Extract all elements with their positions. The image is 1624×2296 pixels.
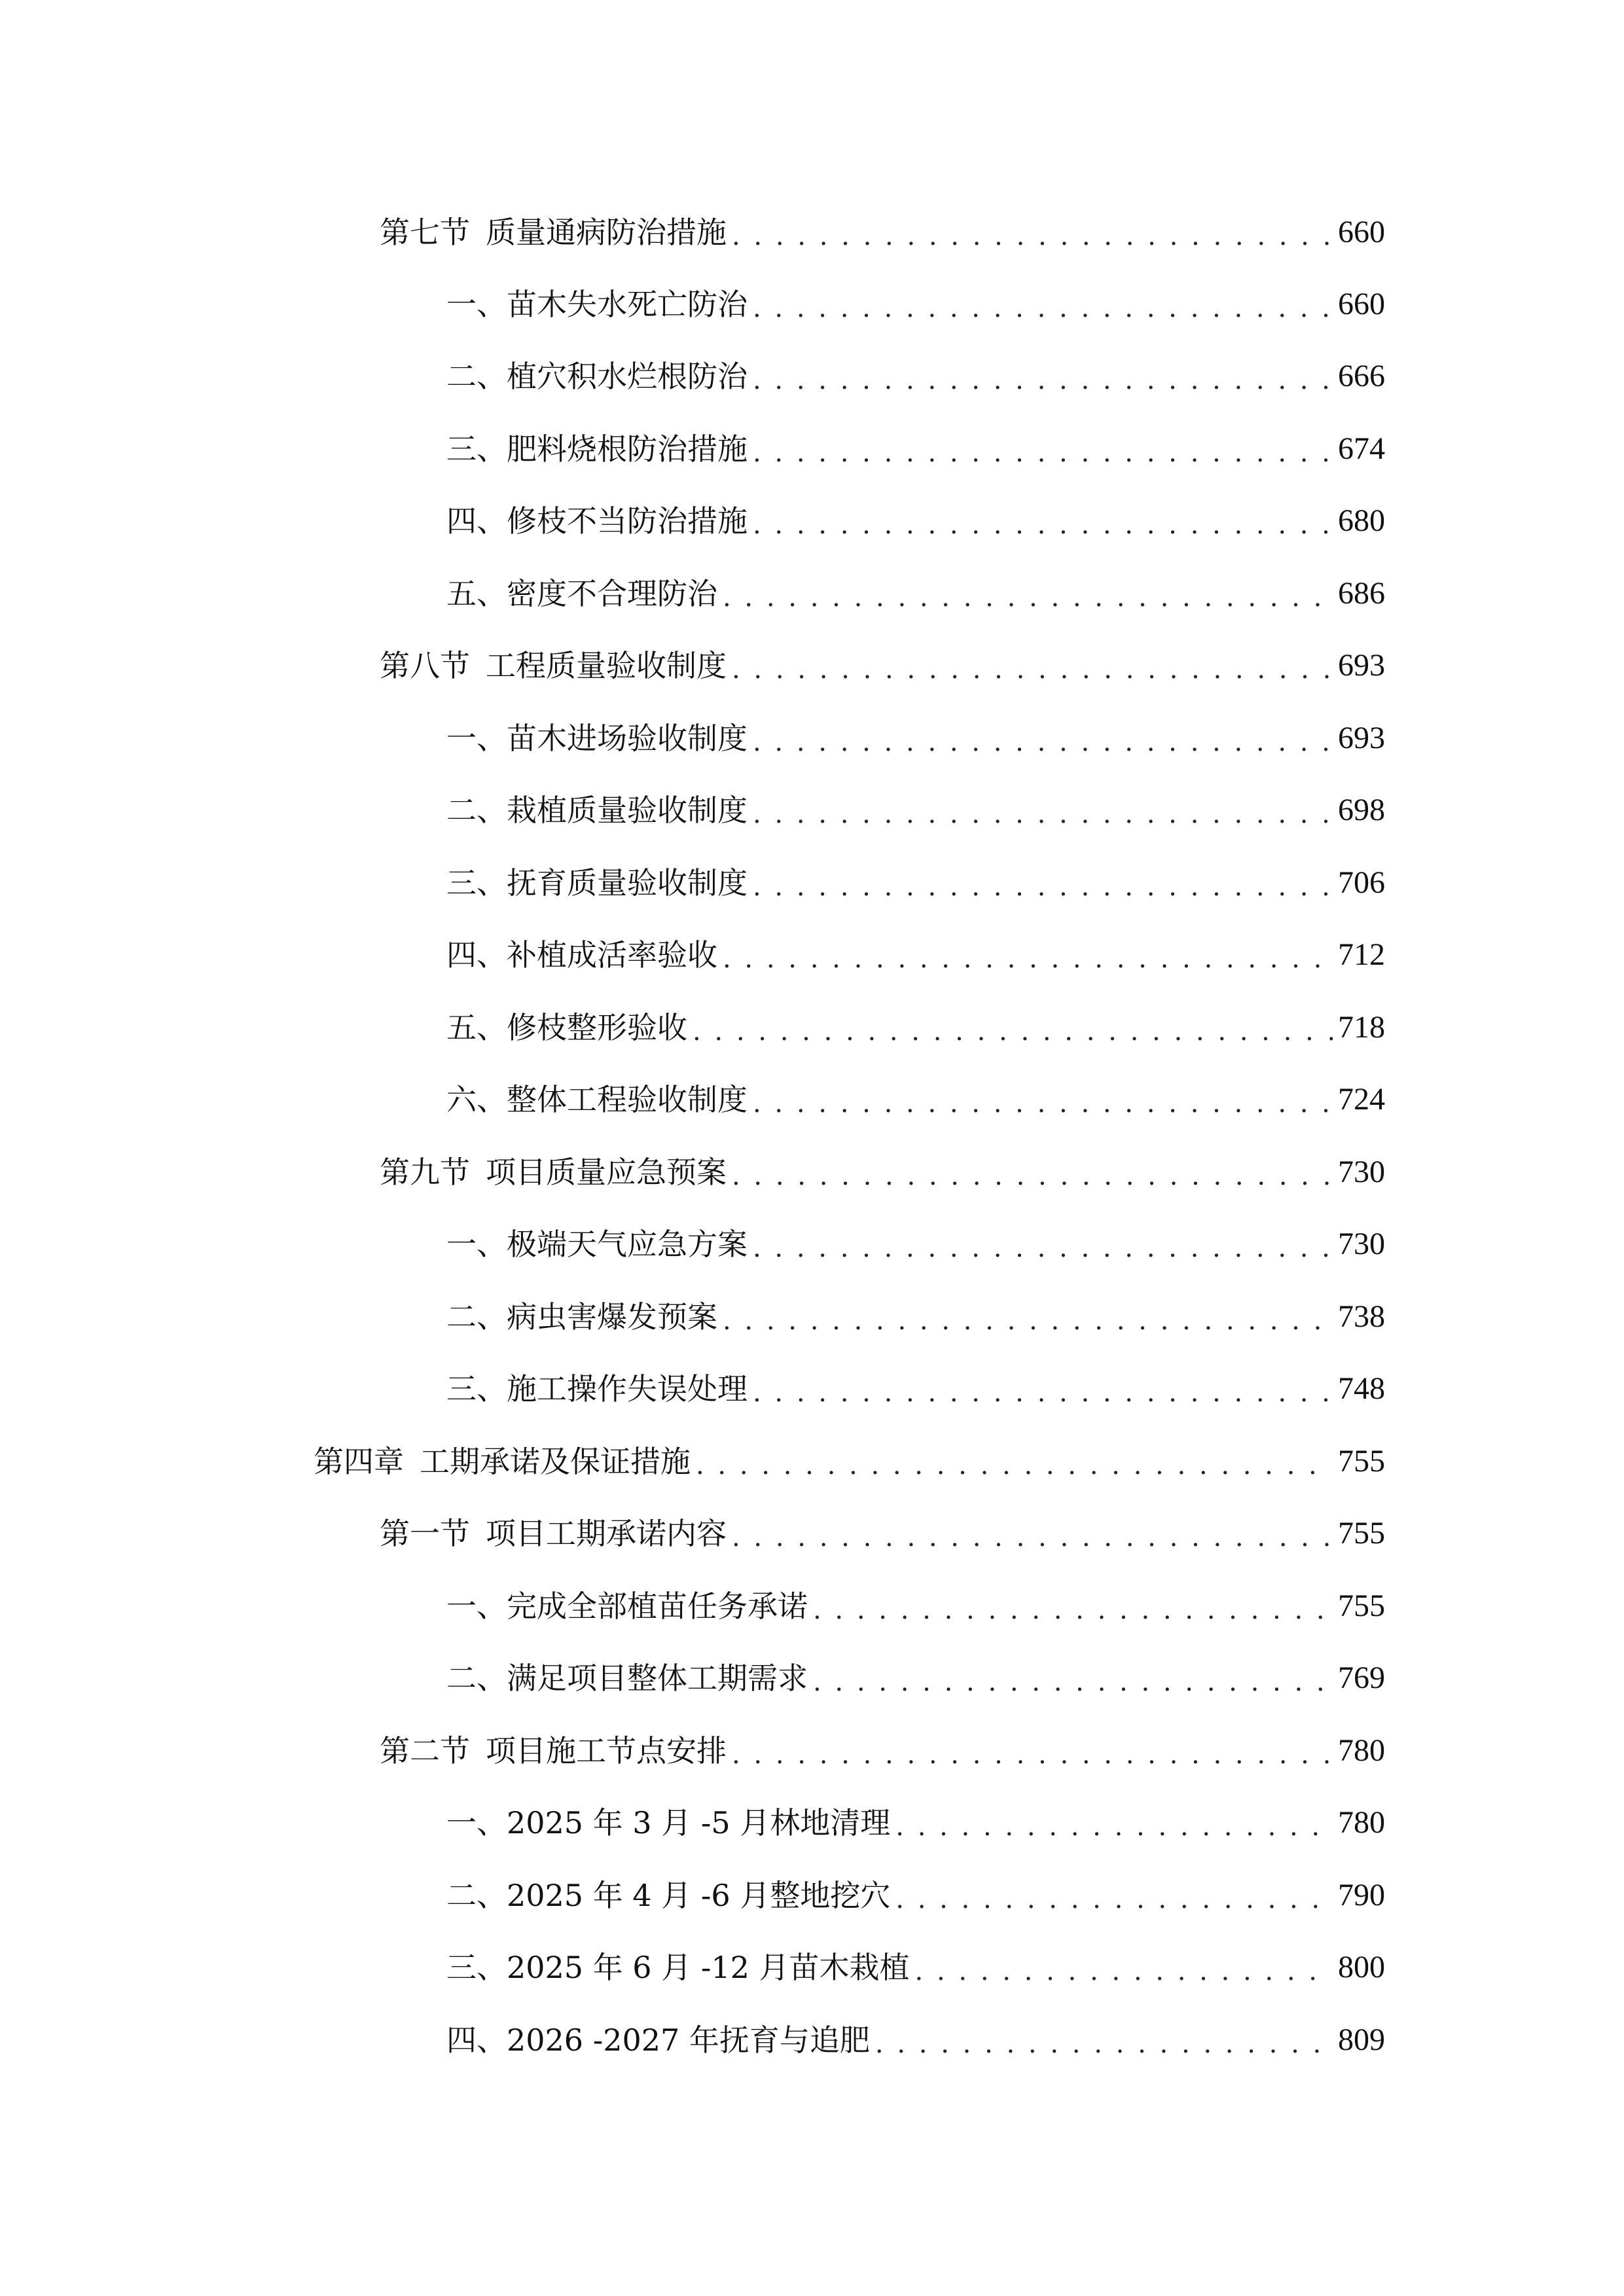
toc-entry[interactable] [380, 630, 1385, 702]
toc-prefix: 三、 [446, 1371, 507, 1407]
toc-entry[interactable] [446, 2004, 1385, 2076]
toc-title: 补植成活率验收 [507, 937, 717, 973]
toc-page-number: 730 [1338, 1155, 1385, 1189]
toc-page-number: 693 [1338, 648, 1385, 683]
toc-prefix: 二、 [446, 1299, 507, 1335]
toc-page-number: 718 [1338, 1010, 1385, 1045]
toc-title: 植穴积水烂根防治 [507, 359, 748, 394]
toc-entry[interactable] [446, 992, 1385, 1064]
toc-prefix: 四、 [446, 503, 507, 539]
toc-page-number: 730 [1338, 1227, 1385, 1261]
toc-title: 2026 -2027 年抚育与追肥 [507, 2022, 870, 2058]
dot-leader [753, 512, 1333, 538]
toc-page-number: 780 [1338, 1805, 1385, 1840]
toc-page-number: 809 [1338, 2022, 1385, 2057]
dot-leader [915, 1958, 1333, 1984]
toc-title: 肥料烧根防治措施 [507, 431, 748, 467]
toc-title: 工期承诺及保证措施 [420, 1444, 691, 1479]
toc-prefix: 二、 [446, 1660, 507, 1696]
dot-leader [723, 584, 1333, 611]
dot-leader [895, 1886, 1333, 1912]
dot-leader [753, 729, 1333, 755]
toc-prefix: 第一节 [380, 1516, 470, 1551]
toc-page-number: 686 [1338, 576, 1385, 611]
toc-prefix: 五、 [446, 576, 507, 611]
dot-leader [753, 801, 1333, 827]
toc-page-number: 693 [1338, 721, 1385, 755]
dot-leader [732, 656, 1333, 683]
dot-leader [723, 946, 1333, 972]
toc-page-number: 748 [1338, 1371, 1385, 1406]
toc-entry[interactable] [446, 268, 1385, 340]
dot-leader [753, 1235, 1333, 1261]
toc-title: 项目施工节点安排 [486, 1733, 727, 1768]
toc-entry[interactable] [446, 847, 1385, 919]
toc-title: 满足项目整体工期需求 [507, 1660, 808, 1696]
toc-prefix: 第八节 [380, 648, 470, 683]
toc-prefix: 第七节 [380, 215, 470, 250]
toc-page-number: 724 [1338, 1082, 1385, 1117]
dot-leader [813, 1669, 1333, 1695]
toc-page-number: 790 [1338, 1878, 1385, 1912]
toc-title: 2025 年 3 月 -5 月林地清理 [507, 1805, 891, 1840]
dot-leader [723, 1308, 1333, 1334]
toc-entry[interactable] [446, 919, 1385, 991]
dot-leader [753, 367, 1333, 393]
toc-prefix: 第二节 [380, 1733, 470, 1768]
toc-title: 苗木进场验收制度 [507, 721, 748, 756]
toc-prefix: 一、 [446, 721, 507, 756]
dot-leader [732, 1524, 1333, 1551]
dot-leader [732, 1163, 1333, 1189]
toc-entry[interactable] [314, 1426, 1385, 1498]
toc-prefix: 第九节 [380, 1155, 470, 1190]
toc-prefix: 一、 [446, 287, 507, 322]
toc-page-number: 769 [1338, 1660, 1385, 1695]
toc-prefix: 四、 [446, 2022, 507, 2058]
toc-entry[interactable] [446, 1642, 1385, 1714]
toc-title: 2025 年 6 月 -12 月苗木栽植 [507, 1950, 910, 1985]
toc-prefix: 一、 [446, 1227, 507, 1262]
toc-prefix: 四、 [446, 937, 507, 973]
toc-entry[interactable] [446, 485, 1385, 557]
toc-title: 修枝不当防治措施 [507, 503, 748, 539]
toc-entry[interactable] [446, 558, 1385, 630]
toc-title: 工程质量验收制度 [486, 648, 727, 683]
toc-entry[interactable] [446, 413, 1385, 485]
toc-page-number: 680 [1338, 503, 1385, 538]
toc-page-number: 666 [1338, 359, 1385, 393]
toc-entry[interactable] [446, 1931, 1385, 2003]
toc-entry[interactable] [446, 1064, 1385, 1136]
toc-title: 项目工期承诺内容 [486, 1516, 727, 1551]
dot-leader [732, 223, 1333, 249]
dot-leader [753, 295, 1333, 321]
toc-title: 密度不合理防治 [507, 576, 717, 611]
toc-title: 2025 年 4 月 -6 月整地挖穴 [507, 1878, 891, 1913]
toc-entry[interactable] [380, 1136, 1385, 1208]
toc-entry[interactable] [446, 340, 1385, 412]
toc-page-number: 755 [1338, 1516, 1385, 1551]
dot-leader [753, 874, 1333, 900]
dot-leader [753, 1090, 1333, 1117]
toc-prefix: 一、 [446, 1588, 507, 1624]
toc-entry[interactable] [446, 1787, 1385, 1859]
toc-prefix: 三、 [446, 431, 507, 467]
toc-page-number: 674 [1338, 431, 1385, 466]
toc-title: 栽植质量验收制度 [507, 793, 748, 828]
toc-title: 极端天气应急方案 [507, 1227, 748, 1262]
toc-title: 施工操作失误处理 [507, 1371, 748, 1407]
dot-leader [696, 1452, 1333, 1479]
toc-entry[interactable] [446, 774, 1385, 846]
toc-entry[interactable] [446, 1208, 1385, 1280]
toc-entry[interactable] [446, 1859, 1385, 1931]
dot-leader [753, 1380, 1333, 1406]
toc-entry[interactable] [446, 1281, 1385, 1353]
toc-title: 抚育质量验收制度 [507, 865, 748, 901]
toc-page-number: 738 [1338, 1299, 1385, 1334]
toc-page-number: 660 [1338, 287, 1385, 321]
toc-page-number: 698 [1338, 793, 1385, 827]
toc-title: 整体工程验收制度 [507, 1082, 748, 1117]
toc-page-number: 755 [1338, 1588, 1385, 1623]
toc-page-number: 660 [1338, 215, 1385, 249]
dot-leader [875, 2031, 1333, 2057]
toc-prefix: 第四章 [314, 1444, 404, 1479]
toc-page-number: 712 [1338, 937, 1385, 972]
toc-prefix: 三、 [446, 865, 507, 901]
toc-title: 病虫害爆发预案 [507, 1299, 717, 1335]
toc-entry[interactable] [380, 196, 1385, 268]
toc-entry[interactable] [446, 702, 1385, 774]
toc-title: 修枝整形验收 [507, 1010, 687, 1045]
toc-entry[interactable] [446, 1353, 1385, 1425]
toc-entry[interactable] [380, 1715, 1385, 1787]
toc-page-number: 800 [1338, 1950, 1385, 1984]
toc-title: 完成全部植苗任务承诺 [507, 1588, 808, 1624]
toc-entry[interactable] [446, 1570, 1385, 1642]
dot-leader [895, 1814, 1333, 1840]
toc-prefix: 二、 [446, 793, 507, 828]
toc-page-number: 755 [1338, 1444, 1385, 1479]
toc-title: 苗木失水死亡防治 [507, 287, 748, 322]
dot-leader [813, 1597, 1333, 1623]
toc-prefix: 五、 [446, 1010, 507, 1045]
toc-title: 项目质量应急预案 [486, 1155, 727, 1190]
toc-title: 质量通病防治措施 [486, 215, 727, 250]
toc-entry[interactable] [380, 1498, 1385, 1570]
toc-prefix: 一、 [446, 1805, 507, 1840]
toc-page-number: 780 [1338, 1733, 1385, 1768]
toc-prefix: 二、 [446, 1878, 507, 1913]
toc-prefix: 三、 [446, 1950, 507, 1985]
toc-prefix: 六、 [446, 1082, 507, 1117]
dot-leader [732, 1742, 1333, 1768]
dot-leader [753, 440, 1333, 466]
toc-page-number: 706 [1338, 865, 1385, 900]
dot-leader [693, 1018, 1333, 1045]
toc-prefix: 二、 [446, 359, 507, 394]
